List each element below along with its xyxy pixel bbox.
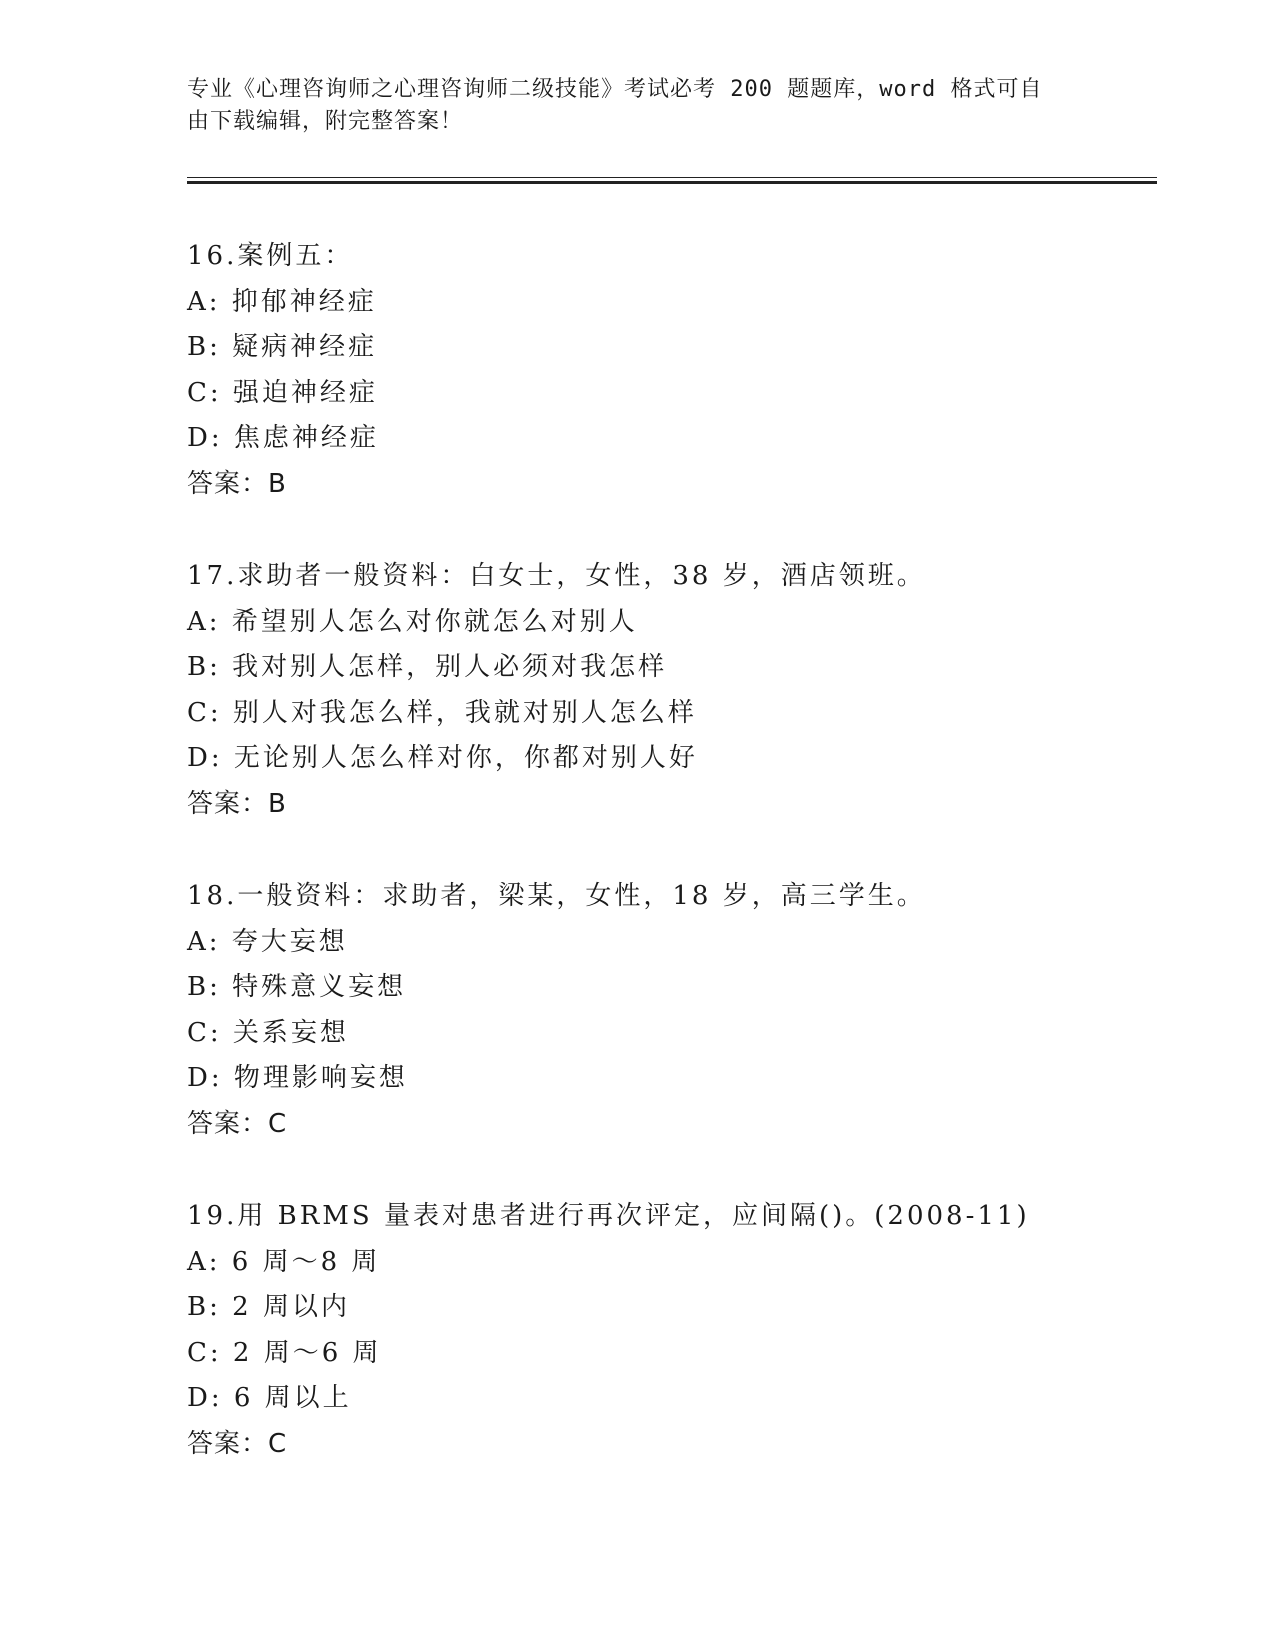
option-d: D: 物理影响妄想 xyxy=(187,1063,408,1093)
option-c: C: 别人对我怎么样，我就对别人怎么样 xyxy=(187,697,697,728)
option-c: C: 关系妄想 xyxy=(187,1017,349,1048)
header-divider-thick xyxy=(187,181,1157,184)
answer: 答案：B xyxy=(187,788,287,819)
question-stem: 17.求助者一般资料：白女士，女性，38 岁，酒店领班。 xyxy=(187,561,926,591)
option-b: B: 我对别人怎样，别人必须对我怎样 xyxy=(187,652,668,682)
header-line-2: 由下载编辑，附完整答案！ xyxy=(187,109,464,134)
question-17 xyxy=(187,554,1187,827)
option-a: A: 抑郁神经症 xyxy=(187,286,377,317)
option-a: A: 希望别人怎么对你就怎么对别人 xyxy=(187,606,638,637)
option-c: C: 2 周～6 周 xyxy=(187,1337,382,1368)
option-b: B: 特殊意义妄想 xyxy=(187,972,407,1002)
answer: 答案：C xyxy=(187,1428,288,1459)
question-stem: 16.案例五： xyxy=(187,241,354,271)
question-19 xyxy=(187,1194,1187,1467)
answer: 答案：B xyxy=(187,468,287,499)
option-b: B: 2 周以内 xyxy=(187,1292,350,1322)
option-d: D: 6 周以上 xyxy=(187,1383,352,1413)
question-16 xyxy=(187,234,1187,507)
option-d: D: 焦虑神经症 xyxy=(187,423,379,453)
option-d: D: 无论别人怎么样对你，你都对别人好 xyxy=(187,743,698,773)
question-stem: 18.一般资料：求助者，梁某，女性，18 岁，高三学生。 xyxy=(187,881,926,911)
header-divider-thin xyxy=(187,177,1157,178)
option-b: B: 疑病神经症 xyxy=(187,332,378,362)
question-stem: 19.用 BRMS 量表对患者进行再次评定，应间隔()。(2008-11) xyxy=(187,1201,1030,1231)
option-c: C: 强迫神经症 xyxy=(187,377,378,408)
document-header xyxy=(187,74,1067,138)
option-a: A: 6 周～8 周 xyxy=(187,1246,381,1277)
option-a: A: 夸大妄想 xyxy=(187,926,348,957)
answer: 答案：C xyxy=(187,1108,288,1139)
header-line-1: 专业《心理咨询师之心理咨询师二级技能》考试必考 200 题题库，word 格式可自 xyxy=(187,77,1043,102)
question-18 xyxy=(187,874,1187,1147)
